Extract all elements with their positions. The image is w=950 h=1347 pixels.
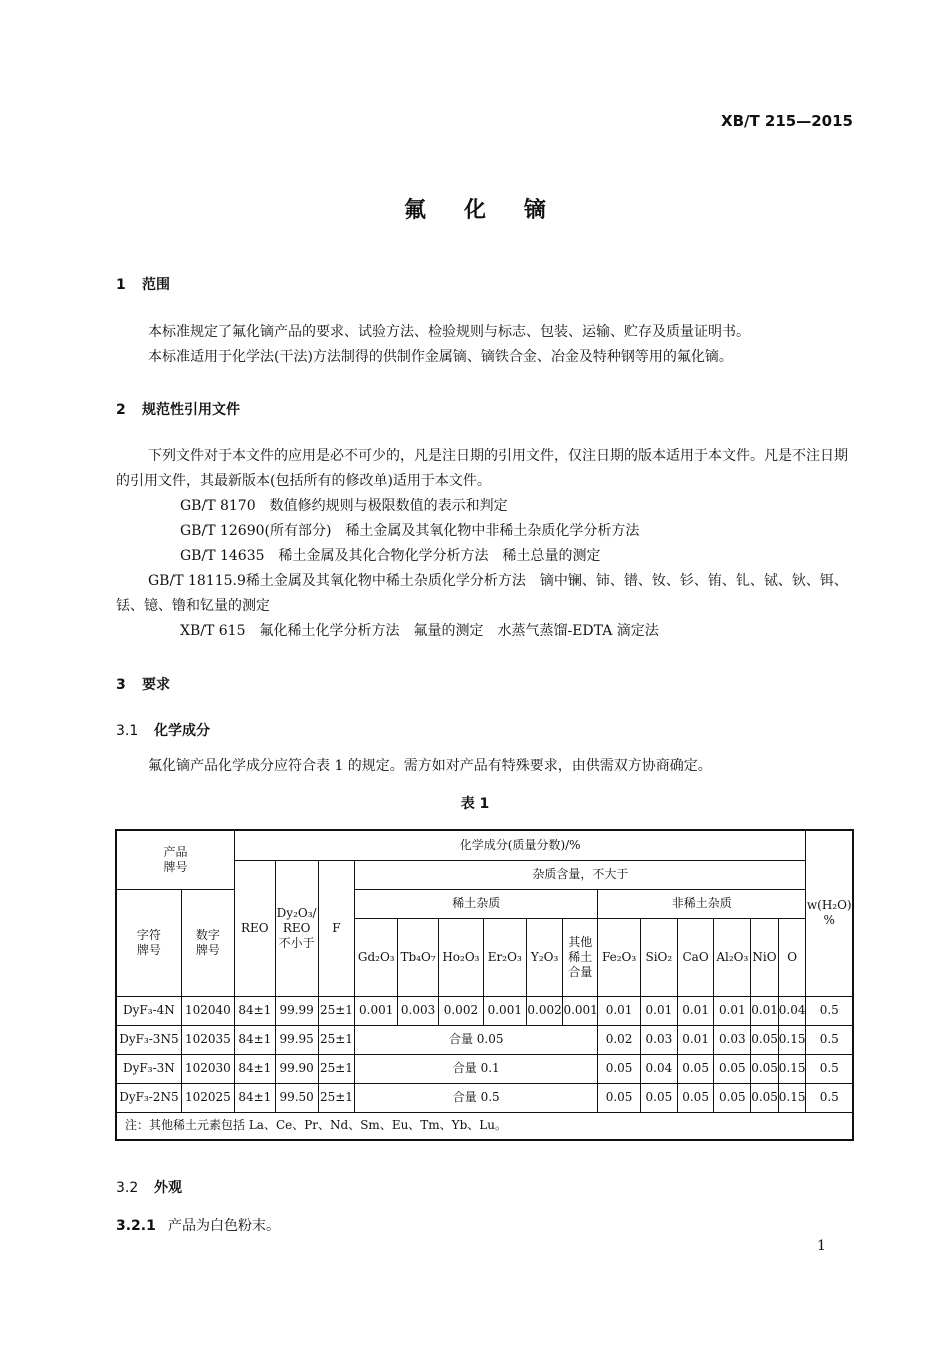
other-re-header: 其他 稀土 合量: [563, 918, 598, 996]
re-impurity-total: 合量 0.05: [355, 1025, 598, 1054]
fluorine-header: F: [318, 860, 355, 996]
dy-value: 99.90: [275, 1054, 318, 1083]
section-3-2-1: [116, 1215, 280, 1235]
section-3-heading: [116, 674, 170, 694]
column-header: CaO: [677, 918, 714, 996]
reference-item: [116, 544, 854, 569]
section-number: 3: [116, 677, 126, 693]
re-impurity-value: 0.002: [438, 996, 483, 1025]
nonre-impurity-value: 0.03: [714, 1025, 751, 1054]
nonre-impurity-value: 0.15: [778, 1054, 806, 1083]
column-header: Y₂O₃: [526, 918, 563, 996]
section-number: 2: [116, 402, 126, 418]
nonre-impurity-value: 0.03: [641, 1025, 678, 1054]
nonre-impurity-value: 0.01: [677, 1025, 714, 1054]
char-grade: DyF₃-2N5: [116, 1083, 181, 1112]
section-2-body: [116, 444, 854, 644]
table-row: [116, 1054, 853, 1083]
nonre-impurity-header: 非稀土杂质: [598, 889, 806, 918]
re-impurity-value: 0.001: [355, 996, 398, 1025]
reference-item: [116, 494, 854, 519]
nonre-impurity-value: 0.01: [714, 996, 751, 1025]
column-header: SiO₂: [641, 918, 678, 996]
product-grade-header: 产品 牌号: [116, 830, 234, 889]
water-value: 0.5: [806, 1083, 853, 1112]
f-value: 25±1: [318, 1054, 355, 1083]
section-number: 1: [116, 277, 126, 293]
nonre-impurity-value: 0.05: [677, 1054, 714, 1083]
reo-value: 84±1: [234, 1025, 275, 1054]
reference-item: [116, 519, 854, 544]
nonre-impurity-value: 0.01: [598, 996, 641, 1025]
column-header: Tb₄O₇: [398, 918, 439, 996]
water-value: 0.5: [806, 996, 853, 1025]
reference-code: GB/T 8170: [180, 498, 256, 514]
re-impurity-header: 稀土杂质: [355, 889, 598, 918]
reference-item: [116, 569, 854, 619]
section-title: 规范性引用文件: [142, 402, 240, 418]
section-3-1-body: [116, 754, 854, 779]
nonre-impurity-value: 0.05: [751, 1083, 779, 1112]
f-value: 25±1: [318, 1083, 355, 1112]
document-title: 氟化镝: [403, 198, 584, 223]
standard-number: XB/T 215—2015: [721, 112, 853, 130]
column-header: Gd₂O₃: [355, 918, 398, 996]
re-impurity-value: 0.001: [563, 996, 598, 1025]
nonre-impurity-value: 0.05: [751, 1054, 779, 1083]
table-row: [116, 996, 853, 1025]
section-2-heading: [116, 399, 240, 419]
nonre-impurity-value: 0.15: [778, 1083, 806, 1112]
table-row: [116, 1025, 853, 1054]
reference-code: GB/T 12690(所有部分): [180, 523, 332, 539]
nonre-impurity-value: 0.02: [598, 1025, 641, 1054]
section-1-heading: [116, 274, 170, 294]
paragraph: 下列文件对于本文件的应用是必不可少的，凡是注日期的引用文件，仅注日期的版本适用于本文件。凡是不注日期的引用文件，其最新版本(包括所有的修改单)适用于本文件。: [116, 448, 848, 489]
re-impurity-value: 0.002: [526, 996, 563, 1025]
nonre-impurity-value: 0.05: [751, 1025, 779, 1054]
reference-item: [116, 619, 854, 644]
column-header: NiO: [751, 918, 779, 996]
section-1-body: [116, 320, 854, 370]
f-value: 25±1: [318, 996, 355, 1025]
re-impurity-value: 0.001: [483, 996, 526, 1025]
table-note: 注：其他稀土元素包括 La、Ce、Pr、Nd、Sm、Eu、Tm、Yb、Lu。: [116, 1112, 853, 1140]
page-number: 1: [817, 1238, 826, 1254]
f-value: 25±1: [318, 1025, 355, 1054]
column-header: Ho₂O₃: [438, 918, 483, 996]
dy-ratio-header: Dy₂O₃/ REO 不小于: [275, 860, 318, 996]
reference-title: 氟化稀土化学分析方法 氟量的测定 水蒸气蒸馏-EDTA 滴定法: [259, 623, 659, 639]
char-grade: DyF₃-4N: [116, 996, 181, 1025]
section-number: 3.1: [116, 723, 139, 739]
nonre-impurity-value: 0.05: [714, 1083, 751, 1112]
section-title: 范围: [142, 277, 170, 293]
reference-code: GB/T 14635: [180, 548, 265, 564]
column-header: Er₂O₃: [483, 918, 526, 996]
reo-header: REO: [234, 860, 275, 996]
dy-value: 99.50: [275, 1083, 318, 1112]
nonre-impurity-value: 0.04: [778, 996, 806, 1025]
nonre-impurity-value: 0.01: [751, 996, 779, 1025]
dy-value: 99.95: [275, 1025, 318, 1054]
num-grade-header: 数字 牌号: [181, 889, 234, 996]
section-title: 外观: [154, 1180, 182, 1196]
nonre-impurity-value: 0.05: [641, 1083, 678, 1112]
dy-value: 99.99: [275, 996, 318, 1025]
paragraph: 本标准适用于化学法(干法)方法制得的供制作金属镝、镝铁合金、冶金及特种钢等用的氟化镝。: [148, 349, 733, 365]
char-grade: DyF₃-3N: [116, 1054, 181, 1083]
nonre-impurity-value: 0.05: [677, 1083, 714, 1112]
num-grade: 102040: [181, 996, 234, 1025]
section-title: 化学成分: [154, 723, 210, 739]
char-grade-header: 字符 牌号: [116, 889, 181, 996]
water-header: w(H₂O) %: [806, 830, 853, 996]
column-header: O: [778, 918, 806, 996]
section-number: 3.2.1: [116, 1218, 156, 1234]
table-row: [116, 1083, 853, 1112]
reference-title: 稀土金属及其氧化物中非稀土杂质化学分析方法: [345, 523, 640, 539]
section-number: 3.2: [116, 1180, 139, 1196]
reference-title: 稀土金属及其化合物化学分析方法 稀土总量的测定: [278, 548, 601, 564]
re-impurity-value: 0.003: [398, 996, 439, 1025]
reference-title: 数值修约规则与极限数值的表示和判定: [269, 498, 508, 514]
nonre-impurity-value: 0.15: [778, 1025, 806, 1054]
num-grade: 102025: [181, 1083, 234, 1112]
chemical-composition-table: [115, 829, 854, 1141]
nonre-impurity-value: 0.04: [641, 1054, 678, 1083]
char-grade: DyF₃-3N5: [116, 1025, 181, 1054]
table-caption: 表 1: [460, 796, 490, 812]
re-impurity-total: 合量 0.1: [355, 1054, 598, 1083]
water-value: 0.5: [806, 1054, 853, 1083]
reo-value: 84±1: [234, 1054, 275, 1083]
reo-value: 84±1: [234, 996, 275, 1025]
chemical-composition-header: 化学成分(质量分数)/%: [234, 830, 806, 860]
section-3-1-heading: [116, 720, 210, 740]
paragraph: 氟化镝产品化学成分应符合表 1 的规定。需方如对产品有特殊要求，由供需双方协商确定。: [148, 758, 712, 774]
nonre-impurity-value: 0.05: [714, 1054, 751, 1083]
paragraph: 产品为白色粉末。: [168, 1218, 280, 1234]
water-value: 0.5: [806, 1025, 853, 1054]
section-title: 要求: [142, 677, 170, 693]
re-impurity-total: 合量 0.5: [355, 1083, 598, 1112]
nonre-impurity-value: 0.01: [677, 996, 714, 1025]
nonre-impurity-value: 0.05: [598, 1054, 641, 1083]
impurity-header: 杂质含量，不大于: [355, 860, 806, 889]
reo-value: 84±1: [234, 1083, 275, 1112]
column-header: Al₂O₃: [714, 918, 751, 996]
nonre-impurity-value: 0.01: [641, 996, 678, 1025]
reference-title: 稀土金属及其氧化物中稀土杂质化学分析方法 镝中镧、铈、镨、钕、钐、铕、钆、铽、钬、铒、铥、镱、镥和钇量的测定: [116, 573, 848, 614]
section-3-2-heading: [116, 1177, 182, 1197]
num-grade: 102035: [181, 1025, 234, 1054]
num-grade: 102030: [181, 1054, 234, 1083]
reference-code: GB/T 18115.9: [148, 573, 246, 589]
paragraph: 本标准规定了氟化镝产品的要求、试验方法、检验规则与标志、包装、运输、贮存及质量证明书。: [148, 324, 750, 340]
reference-code: XB/T 615: [180, 623, 246, 639]
nonre-impurity-value: 0.05: [598, 1083, 641, 1112]
column-header: Fe₂O₃: [598, 918, 641, 996]
